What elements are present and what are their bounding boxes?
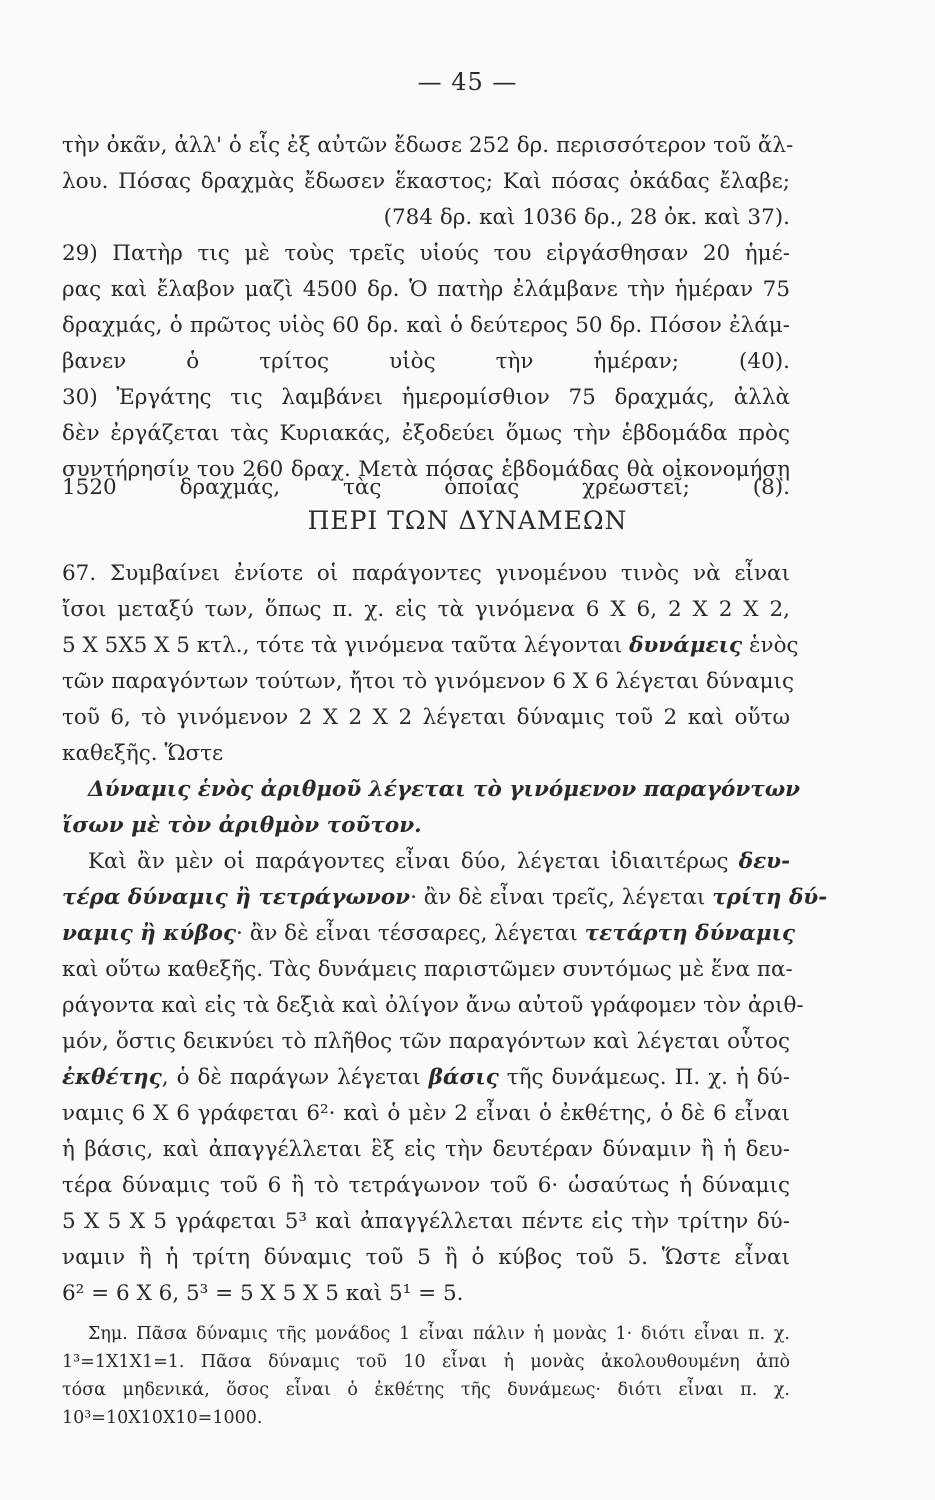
- footnote-line: τόσα μηδενικά, ὅσος εἶναι ὁ ἐκθέτης τῆς δυνάμεως· διότι εἶναι π. χ.: [62, 1380, 790, 1400]
- text-line: τὴν ὀκᾶν, ἀλλ' ὁ εἷς ἐξ αὐτῶν ἔδωσε 252 δρ. περισσότερον τοῦ ἄλ-: [62, 133, 794, 158]
- text-line: τέρα δύναμις τοῦ 6 ἢ τὸ τετράγωνον τοῦ 6· ὡσαύτως ἡ δύναμις: [62, 1173, 790, 1198]
- text-line: ἡ βάσις, καὶ ἀπαγγέλλεται ἓξ εἰς τὴν δευτέραν δύναμιν ἢ ἡ δευ-: [62, 1137, 790, 1162]
- footnote-line: 1³=1X1X1=1. Πᾶσα δύναμις τοῦ 10 εἶναι ἡ μονὰς ἀκολουθουμένη ἀπὸ: [62, 1352, 790, 1372]
- text-line: τῶν παραγόντων τούτων, ἤτοι τὸ γινόμενον 6 X 6 λέγεται δύναμις: [62, 669, 795, 694]
- text-line: 1520 δραχμάς, τὰς ὁποίας χρεωστεῖ; (8).: [62, 475, 790, 500]
- para-67-line: 67. Συμβαίνει ἐνίοτε οἱ παράγοντες γινομένου τινὸς νὰ εἶναι: [62, 561, 790, 586]
- text-line: τέρα δύναμις ἢ τετράγωνον· ἂν δὲ εἶναι τρεῖς, λέγεται τρίτη δύ-: [62, 885, 828, 910]
- page-number: — 45 —: [417, 68, 518, 96]
- text-line: τοῦ 6, τὸ γινόμενον 2 X 2 X 2 λέγεται δύναμις τοῦ 2 καὶ οὕτω: [62, 705, 790, 730]
- text-line: δὲν ἐργάζεται τὰς Κυριακάς, ἐξοδεύει ὅμως τὴν ἑβδομάδα πρὸς: [62, 421, 790, 446]
- text-line: ναμιν ἢ ἡ τρίτη δύναμις τοῦ 5 ἢ ὁ κύβος τοῦ 5. Ὥστε εἶναι: [62, 1245, 790, 1270]
- text-line: καὶ οὕτω καθεξῆς. Τὰς δυνάμεις παριστῶμεν συντόμως μὲ ἕνα πα-: [62, 957, 793, 982]
- answer-line: (784 δρ. καὶ 1036 δρ., 28 ὀκ. καὶ 37).: [383, 205, 790, 230]
- text-line: ναμις 6 X 6 γράφεται 6²· καὶ ὁ μὲν 2 εἶναι ὁ ἐκθέτης, ὁ δὲ 6 εἶναι: [62, 1101, 790, 1126]
- text-line: ρας καὶ ἔλαβον μαζὶ 4500 δρ. Ὁ πατὴρ ἐλάμβανε τὴν ἡμέραν 75: [62, 277, 790, 302]
- footnote-line: 10³=10X10X10=1000.: [62, 1408, 263, 1428]
- footnote-line: Σημ. Πᾶσα δύναμις τῆς μονάδος 1 εἶναι πάλιν ἡ μονὰς 1· διότι εἶναι π. χ.: [88, 1324, 790, 1344]
- text-line: συντήρησίν του 260 δραχ. Μετὰ πόσας ἑβδομάδας θὰ οἰκονομήσῃ: [62, 457, 790, 482]
- text-line: ναμις ἢ κύβος· ἂν δὲ εἶναι τέσσαρες, λέγεται τετάρτη δύναμις: [62, 921, 796, 946]
- definition-line: ἴσων μὲ τὸν ἀριθμὸν τοῦτον.: [62, 813, 422, 838]
- term-dynameis: δυνάμεις: [629, 633, 743, 658]
- text-line: Καὶ ἂν μὲν οἱ παράγοντες εἶναι δύο, λέγεται ἰδιαιτέρως δευ-: [88, 849, 790, 874]
- text-line: 5 X 5X5 X 5 κτλ., τότε τὰ γινόμενα ταῦτα λέγονται δυνάμεις ἑνὸς: [62, 633, 799, 658]
- problem-30-line: 30) Ἐργάτης τις λαμβάνει ἡμερομίσθιον 75 δραχμάς, ἀλλὰ: [62, 385, 790, 410]
- definition-line: Δύναμις ἑνὸς ἀριθμοῦ λέγεται τὸ γινόμενον παραγόντων: [88, 777, 801, 802]
- text-line: ράγοντα καὶ εἰς τὰ δεξιὰ καὶ ὀλίγον ἄνω αὐτοῦ γράφομεν τὸν ἀριθ-: [62, 993, 804, 1018]
- problem-29-line: 29) Πατὴρ τις μὲ τοὺς τρεῖς υἱούς του εἰργάσθησαν 20 ἡμέ-: [62, 241, 790, 266]
- text-line: λου. Πόσας δραχμὰς ἔδωσεν ἕκαστος; Καὶ πόσας ὀκάδας ἔλαβε;: [62, 169, 790, 194]
- text-line: ἴσοι μεταξύ των, ὅπως π. χ. εἰς τὰ γινόμενα 6 X 6, 2 X 2 X 2,: [62, 597, 790, 622]
- text-line: καθεξῆς. Ὥστε: [62, 741, 224, 766]
- text-line: ἐκθέτης, ὁ δὲ παράγων λέγεται βάσις τῆς δυνάμεως. Π. χ. ἡ δύ-: [62, 1065, 791, 1090]
- text-line: μόν, ὅστις δεικνύει τὸ πλῆθος τῶν παραγόντων καὶ λέγεται οὗτος: [62, 1029, 790, 1054]
- text-line: δραχμάς, ὁ πρῶτος υἱὸς 60 δρ. καὶ ὁ δεύτερος 50 δρ. Πόσον ἐλάμ-: [62, 313, 790, 338]
- text-line: 5 X 5 X 5 γράφεται 5³ καὶ ἀπαγγέλλεται πέντε εἰς τὴν τρίτην δύ-: [62, 1209, 790, 1234]
- section-title: ΠΕΡΙ ΤΩΝ ΔΥΝΑΜΕΩΝ: [307, 506, 628, 535]
- text-line: 6² = 6 X 6, 5³ = 5 X 5 X 5 καὶ 5¹ = 5.: [62, 1281, 464, 1306]
- text-line: βανεν ὁ τρίτος υἱὸς τὴν ἡμέραν; (40).: [62, 349, 790, 374]
